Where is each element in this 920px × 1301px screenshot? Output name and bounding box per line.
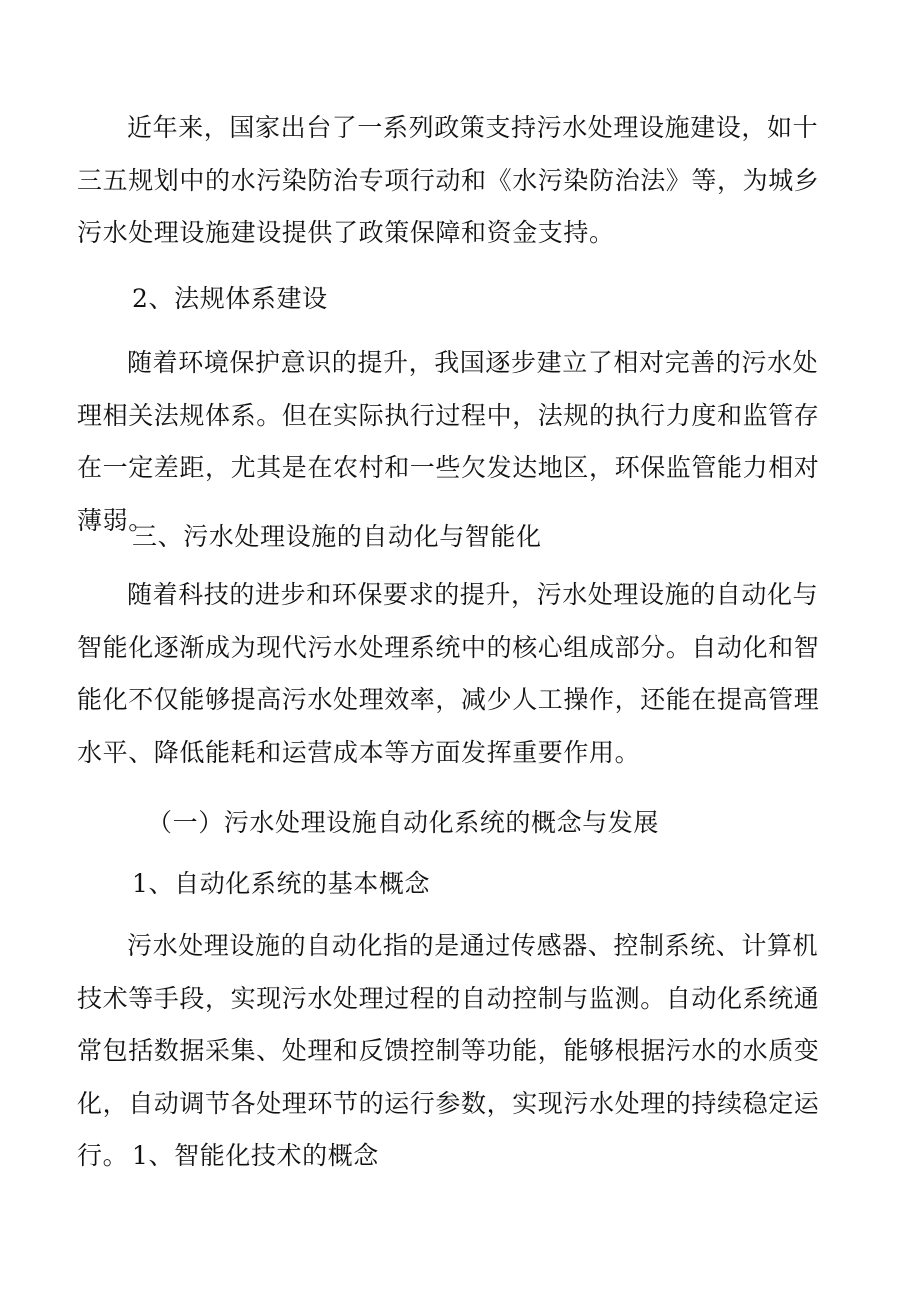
paragraph-basic-concept: 污水处理设施的自动化指的是通过传感器、控制系统、计算机技术等手段，实现污水处理过程的自动控制与监测。自动化系统通常包括数据采集、处理和反馈控制等功能，能够根据污水的水质变化，自动调节各处理环节的运行参数，实现污水处理的持续稳定运行。 (77, 931, 820, 1170)
subheading-automation-concept-development: （一）污水处理设施自动化系统的概念与发展 (147, 808, 660, 837)
paragraph-regulation-system: 随着环境保护意识的提升，我国逐步建立了相对完善的污水处理相关法规体系。但在实际执行过程中，法规的执行力度和监管存在一定差距，尤其是在农村和一些欠发达地区，环保监管能力相对薄弱。 (77, 348, 820, 535)
heading-regulation-system: 2、法规体系建设 (132, 284, 328, 313)
heading-automation-intelligence: 三、污水处理设施的自动化与智能化 (132, 522, 542, 551)
paragraph-automation-intro: 随着科技的进步和环保要求的提升，污水处理设施的自动化与智能化逐渐成为现代污水处理系统中的核心组成部分。自动化和智能化不仅能够提高污水处理效率，减少人工操作，还能在提高管理水平、降低能耗和运营成本等方面发挥重要作用。 (77, 580, 820, 767)
heading-basic-concept: 1、自动化系统的基本概念 (132, 869, 431, 898)
heading-intelligent-technology: 1、智能化技术的概念 (132, 1141, 379, 1170)
paragraph-policy-support: 近年来，国家出台了一系列政策支持污水处理设施建设，如十三五规划中的水污染防治专项行动和《水污染防治法》等，为城乡污水处理设施建设提供了政策保障和资金支持。 (77, 113, 820, 247)
